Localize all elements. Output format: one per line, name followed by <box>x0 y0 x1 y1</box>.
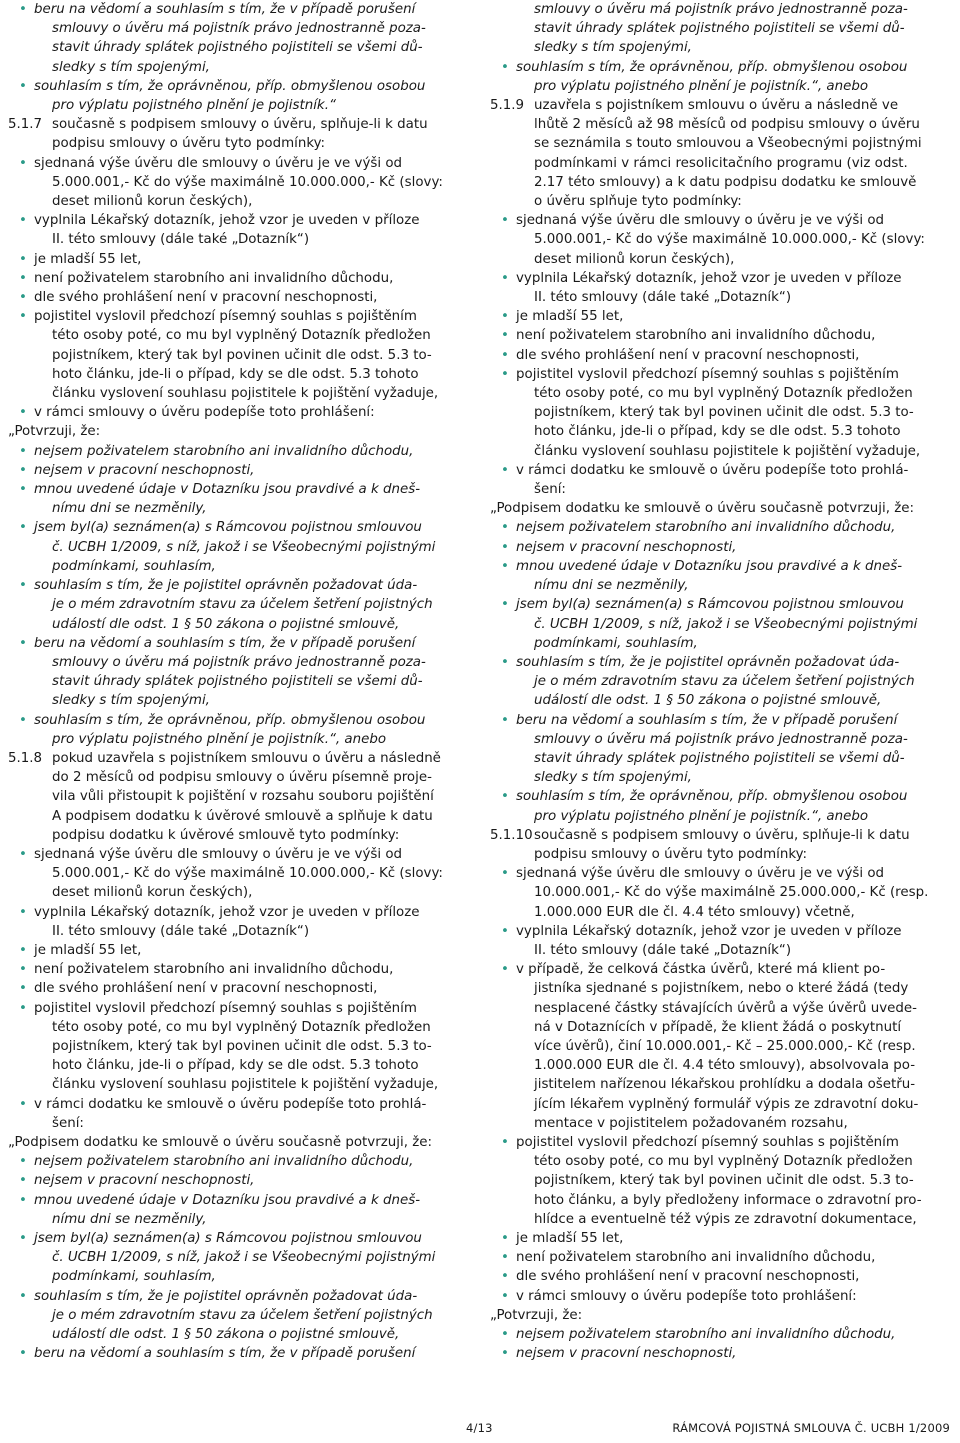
bullet-item <box>490 1229 950 1248</box>
line-text: vyplnila Lékařský dotazník, jehož vzor je uveden v příloze <box>34 213 420 229</box>
text-line <box>8 730 468 749</box>
line-text: 10.000.001,- Kč do výše maximálně 25.000.000,- Kč (resp. <box>534 885 929 901</box>
bullet-item <box>8 903 468 922</box>
bullet-item <box>490 1325 950 1344</box>
line-text: 5.000.001,- Kč do výše maximálně 10.000.000,- Kč (slovy: <box>534 232 925 248</box>
text-line <box>490 1191 950 1210</box>
line-text: v rámci smlouvy o úvěru podepíše toto prohlášení: <box>34 405 375 421</box>
line-text: článku vyslovení souhlasu pojistitele k pojištění vyžaduje, <box>52 386 439 402</box>
bullet-item <box>490 653 950 672</box>
line-text: sjednaná výše úvěru dle smlouvy o úvěru je ve výši od <box>516 213 885 229</box>
text-line <box>490 384 950 403</box>
line-text: stavit úhrady splátek pojistného pojistiteli se všemi dů- <box>534 750 905 766</box>
bullet-item <box>8 288 468 307</box>
bullet-item <box>490 58 950 77</box>
line-text: č. UCBH 1/2009, s níž, jakož i se Všeobecnými pojistnými <box>534 616 918 632</box>
bullet-item <box>8 77 468 96</box>
line-text: dle svého prohlášení není v pracovní neschopnosti, <box>516 347 860 363</box>
line-text: beru na vědomí a souhlasím s tím, že v případě porušení <box>516 712 898 728</box>
line-text: pojistníkem, který tak byl povinen učinit dle odst. 5.3 to- <box>534 1173 914 1189</box>
text-line <box>490 941 950 960</box>
text-line <box>490 845 950 864</box>
numbered-clause <box>490 826 950 845</box>
text-line <box>490 250 950 269</box>
line-text: pro výplatu pojistného plnění je pojistník.“, anebo <box>52 731 387 747</box>
line-text: jistitelem nařízenou lékařskou prohlídku a dodala ošetřu- <box>534 1077 916 1093</box>
line-text: II. této smlouvy (dále také „Dotazník“) <box>534 942 792 958</box>
line-text: jsem byl(a) seznámen(a) s Rámcovou pojistnou smlouvou <box>34 1231 422 1246</box>
line-text: č. UCBH 1/2009, s níž, jakož i se Všeobecnými pojistnými <box>52 1250 436 1266</box>
line-text: stavit úhrady splátek pojistného pojistiteli se všemi dů- <box>534 21 905 37</box>
line-text: hoto článku, a byly předloženy informace o zdravotní pro- <box>534 1192 922 1208</box>
bullet-item <box>8 461 468 480</box>
bullet-item <box>490 922 950 941</box>
declaration-heading <box>8 422 468 441</box>
text-line <box>8 807 468 826</box>
line-text: není poživatelem starobního ani invalidního důchodu, <box>34 962 394 978</box>
line-text: mentace v pojistitelem požadovaném rozsahu, <box>534 1115 848 1131</box>
text-line <box>490 576 950 595</box>
line-text: je o mém zdravotním stavu za účelem šetření pojistných <box>52 1307 433 1323</box>
bullet-item <box>490 518 950 537</box>
line-text: beru na vědomí a souhlasím s tím, že v případě porušení <box>34 2 416 17</box>
text-line <box>490 1095 950 1114</box>
line-text: nejsem v pracovní neschopnosti, <box>516 539 737 555</box>
line-text: souhlasím s tím, že je pojistitel oprávněn požadovat úda- <box>34 1288 418 1304</box>
line-text: je o mém zdravotním stavu za účelem šetření pojistných <box>534 674 915 690</box>
text-line <box>490 403 950 422</box>
text-line <box>490 422 950 441</box>
line-text: do 2 měsíců od podpisu smlouvy o úvěru písemně proje- <box>52 770 432 786</box>
numbered-clause <box>8 115 468 134</box>
text-line <box>8 864 468 883</box>
bullet-item <box>8 442 468 461</box>
bullet-item <box>8 845 468 864</box>
bullet-item <box>490 1287 950 1306</box>
text-line <box>8 1114 468 1133</box>
line-text: podmínkami, souhlasím, <box>52 558 216 574</box>
document-title: RÁMCOVÁ POJISTNÁ SMLOUVA Č. UCBH 1/2009 <box>672 1421 950 1435</box>
line-text: není poživatelem starobního ani invalidního důchodu, <box>516 1250 876 1266</box>
line-text: sjednaná výše úvěru dle smlouvy o úvěru je ve výši od <box>34 846 403 862</box>
line-text: není poživatelem starobního ani invalidního důchodu, <box>34 270 394 286</box>
line-text: nesplacené částky stávajících úvěrů a výše úvěrů uvede- <box>534 1000 917 1016</box>
line-text: sjednaná výše úvěru dle smlouvy o úvěru je ve výši od <box>516 866 885 882</box>
line-text: dle svého prohlášení není v pracovní neschopnosti, <box>516 1269 860 1285</box>
left-column <box>8 0 468 1363</box>
line-text: deset milionů korun českých), <box>52 885 253 901</box>
line-text: sledky s tím spojenými, <box>534 40 692 56</box>
bullet-item <box>8 480 468 499</box>
bullet-item <box>8 211 468 230</box>
line-text: v rámci dodatku ke smlouvě o úvěru podepíše toto prohlá- <box>516 462 909 478</box>
line-text: vila vůli přistoupit k pojištění v rozsahu souboru pojištění <box>52 789 434 805</box>
bullet-item <box>490 1267 950 1286</box>
text-line <box>8 384 468 403</box>
line-text: pro výplatu pojistného plnění je pojistník.“, anebo <box>534 78 869 94</box>
line-text: A podpisem dodatku k úvěrové smlouvě a splňuje k datu <box>52 808 433 824</box>
text-line <box>8 19 468 38</box>
bullet-item <box>8 518 468 537</box>
line-text: nejsem v pracovní neschopnosti, <box>34 1173 255 1189</box>
bullet-item <box>8 1229 468 1248</box>
text-line <box>8 134 468 153</box>
line-text: dle svého prohlášení není v pracovní neschopnosti, <box>34 981 378 997</box>
line-text: stavit úhrady splátek pojistného pojistiteli se všemi dů- <box>52 40 423 56</box>
text-line <box>490 230 950 249</box>
bullet-item <box>490 1344 950 1363</box>
page-number: 4/13 <box>466 1421 493 1435</box>
line-text: stavit úhrady splátek pojistného pojistiteli se všemi dů- <box>52 674 423 690</box>
text-line <box>490 749 950 768</box>
line-text: souhlasím s tím, že oprávněnou, příp. obmyšlenou osobou <box>516 789 908 805</box>
line-text: nejsem poživatelem starobního ani invalidního důchodu, <box>34 1154 414 1170</box>
bullet-item <box>8 634 468 653</box>
line-text: II. této smlouvy (dále také „Dotazník“) <box>52 232 310 248</box>
numbered-clause <box>490 96 950 115</box>
bullet-item <box>490 326 950 345</box>
bullet-item <box>8 1191 468 1210</box>
line-text: hoto článku, jde-li o případ, kdy se dle odst. 5.3 tohoto <box>534 424 901 440</box>
line-text: souhlasím s tím, že je pojistitel oprávněn požadovat úda- <box>34 578 418 594</box>
line-text: dle svého prohlášení není v pracovní neschopnosti, <box>34 290 378 306</box>
clause-number: 5.1.9 <box>490 98 525 114</box>
line-text: souhlasím s tím, že oprávněnou, příp. obmyšlenou osobou <box>516 59 908 75</box>
text-line <box>490 807 950 826</box>
bullet-item <box>490 269 950 288</box>
line-text: smlouvy o úvěru má pojistník právo jednostranně poza- <box>534 2 908 17</box>
line-text: lhůtě 2 měsíců až 98 měsíců od podpisu smlouvy o úvěru <box>534 117 920 133</box>
bullet-item <box>8 403 468 422</box>
text-line <box>490 77 950 96</box>
text-line <box>490 903 950 922</box>
bullet-item <box>8 941 468 960</box>
line-text: 5.000.001,- Kč do výše maximálně 10.000.000,- Kč (slovy: <box>52 866 443 882</box>
text-line <box>8 326 468 345</box>
bullet-item <box>8 1171 468 1190</box>
bullet-item <box>490 557 950 576</box>
text-line <box>8 1325 468 1344</box>
clause-number: 5.1.7 <box>8 117 43 133</box>
line-text: beru na vědomí a souhlasím s tím, že v případě porušení <box>34 635 416 651</box>
line-text: vyplnila Lékařský dotazník, jehož vzor je uveden v příloze <box>516 270 902 286</box>
text-line <box>8 365 468 384</box>
bullet-item <box>8 1287 468 1306</box>
text-line <box>490 1018 950 1037</box>
line-text: souhlasím s tím, že oprávněnou, příp. obmyšlenou osobou <box>34 712 426 728</box>
line-text: jsem byl(a) seznámen(a) s Rámcovou pojistnou smlouvou <box>34 520 422 536</box>
text-line <box>8 192 468 211</box>
text-line <box>490 0 950 19</box>
bullet-item <box>490 864 950 883</box>
text-line <box>8 691 468 710</box>
text-line <box>490 288 950 307</box>
bullet-item <box>8 307 468 326</box>
text-line <box>490 115 950 134</box>
line-text: této osoby poté, co mu byl vyplněný Dotazník předložen <box>52 1019 431 1035</box>
text-line <box>8 883 468 902</box>
bullet-item <box>490 211 950 230</box>
numbered-clause <box>8 749 468 768</box>
text-line <box>490 1210 950 1229</box>
line-text: jícím lékařem vyplněný formulář výpis ze zdravotní doku- <box>534 1096 919 1112</box>
line-text: „Potvrzuji, že: <box>8 424 101 440</box>
bullet-item <box>8 999 468 1018</box>
line-text: ná v Dotaznících v případě, že klient žádá o poskytnutí <box>534 1019 902 1035</box>
line-text: podpisu smlouvy o úvěru tyto podmínky: <box>534 846 808 862</box>
line-text: událostí dle odst. 1 § 50 zákona o pojistné smlouvě, <box>534 693 882 709</box>
text-line <box>8 230 468 249</box>
bullet-item <box>8 154 468 173</box>
line-text: hoto článku, jde-li o případ, kdy se dle odst. 5.3 tohoto <box>52 1058 419 1074</box>
line-text: nejsem v pracovní neschopnosti, <box>34 462 255 478</box>
bullet-item <box>490 787 950 806</box>
line-text: deset milionů korun českých), <box>534 251 735 267</box>
right-column <box>490 0 950 1363</box>
bullet-item <box>8 0 468 19</box>
line-text: smlouvy o úvěru má pojistník právo jednostranně poza- <box>52 21 426 37</box>
text-line <box>8 787 468 806</box>
bullet-item <box>490 307 950 326</box>
line-text: nejsem poživatelem starobního ani invalidního důchodu, <box>516 1327 896 1343</box>
line-text: pojistitel vyslovil předchozí písemný souhlas s pojištěním <box>34 1000 417 1016</box>
line-text: je mladší 55 let, <box>34 251 142 267</box>
line-text: nímu dni se nezměnily, <box>52 1211 207 1227</box>
text-line <box>8 1056 468 1075</box>
line-text: hlídce a eventuelně též výpis ze zdravotní dokumentace, <box>534 1211 917 1227</box>
clause-number: 5.1.10 <box>490 827 533 843</box>
text-line <box>8 96 468 115</box>
text-line <box>8 1018 468 1037</box>
text-line <box>8 653 468 672</box>
line-text: pojistníkem, který tak byl povinen učinit dle odst. 5.3 to- <box>52 1038 432 1054</box>
line-text: nejsem poživatelem starobního ani invalidního důchodu, <box>516 520 896 536</box>
text-line <box>490 672 950 691</box>
text-line <box>490 173 950 192</box>
line-text: je mladší 55 let, <box>516 1231 624 1246</box>
text-line <box>8 1306 468 1325</box>
line-text: 5.000.001,- Kč do výše maximálně 10.000.000,- Kč (slovy: <box>52 174 443 190</box>
text-line <box>8 768 468 787</box>
line-text: je o mém zdravotním stavu za účelem šetření pojistných <box>52 597 433 613</box>
line-text: pojistitel vyslovil předchozí písemný souhlas s pojištěním <box>34 309 417 325</box>
line-text: o úvěru splňuje tyto podmínky: <box>534 194 742 210</box>
line-text: č. UCBH 1/2009, s níž, jakož i se Všeobecnými pojistnými <box>52 539 436 555</box>
text-line <box>490 1114 950 1133</box>
bullet-item <box>490 461 950 480</box>
line-text: v případě, že celková částka úvěrů, které má klient po- <box>516 962 886 978</box>
line-text: sjednaná výše úvěru dle smlouvy o úvěru je ve výši od <box>34 155 403 171</box>
text-line <box>8 1210 468 1229</box>
line-text: sledky s tím spojenými, <box>52 59 210 75</box>
line-text: 1.000.000 EUR dle čl. 4.4 této smlouvy), absolvovala po- <box>534 1058 916 1074</box>
line-text: podmínkami, souhlasím, <box>534 635 698 651</box>
line-text: současně s podpisem smlouvy o úvěru, splňuje-li k datu <box>534 827 910 843</box>
line-text: více úvěrů), činí 10.000.001,- Kč – 25.000.000,- Kč (resp. <box>534 1038 916 1054</box>
line-text: je mladší 55 let, <box>516 309 624 325</box>
line-text: podmínkami, souhlasím, <box>52 1269 216 1285</box>
bullet-item <box>8 960 468 979</box>
text-line <box>8 1037 468 1056</box>
bullet-item <box>8 250 468 269</box>
bullet-item <box>490 538 950 557</box>
text-line <box>8 595 468 614</box>
line-text: II. této smlouvy (dále také „Dotazník“) <box>534 290 792 306</box>
line-text: souhlasím s tím, že je pojistitel oprávněn požadovat úda- <box>516 654 900 670</box>
line-text: pojistníkem, který tak byl povinen učinit dle odst. 5.3 to- <box>534 405 914 421</box>
line-text: jistníka sjednané s pojistníkem, nebo o které žádá (tedy <box>534 981 909 997</box>
line-text: pojistitel vyslovil předchozí písemný souhlas s pojištěním <box>516 1134 899 1150</box>
line-text: deset milionů korun českých), <box>52 194 253 210</box>
line-text: beru na vědomí a souhlasím s tím, že v případě porušení <box>34 1346 416 1362</box>
text-line <box>8 922 468 941</box>
line-text: je mladší 55 let, <box>34 942 142 958</box>
clause-number: 5.1.8 <box>8 750 43 766</box>
line-text: mnou uvedené údaje v Dotazníku jsou pravdivé a k dneš- <box>34 1192 421 1208</box>
text-line <box>490 1056 950 1075</box>
text-line <box>490 999 950 1018</box>
line-text: událostí dle odst. 1 § 50 zákona o pojistné smlouvě, <box>52 616 400 632</box>
bullet-item <box>490 346 950 365</box>
text-line <box>8 826 468 845</box>
text-line <box>490 134 950 153</box>
text-line <box>8 672 468 691</box>
line-text: hoto článku, jde-li o případ, kdy se dle odst. 5.3 tohoto <box>52 366 419 382</box>
text-line <box>8 557 468 576</box>
line-text: článku vyslovení souhlasu pojistitele k pojištění vyžaduje, <box>534 443 921 459</box>
text-line <box>490 19 950 38</box>
bullet-item <box>8 269 468 288</box>
text-line <box>8 499 468 518</box>
line-text: této osoby poté, co mu byl vyplněný Dotazník předložen <box>534 1154 913 1170</box>
line-text: podmínkami v rámci resolicitačního programu (viz odst. <box>534 155 908 171</box>
line-text: smlouvy o úvěru má pojistník právo jednostranně poza- <box>534 731 908 747</box>
line-text: 1.000.000 EUR dle čl. 4.4 této smlouvy) včetně, <box>534 904 855 920</box>
line-text: „Potvrzuji, že: <box>490 1307 583 1323</box>
line-text: 2.17 této smlouvy) a k datu podpisu dodatku ke smlouvě <box>534 174 917 190</box>
line-text: jsem byl(a) seznámen(a) s Rámcovou pojistnou smlouvou <box>516 597 904 613</box>
line-text: smlouvy o úvěru má pojistník právo jednostranně poza- <box>52 654 426 670</box>
line-text: šení: <box>52 1115 84 1131</box>
text-line <box>8 58 468 77</box>
bullet-item <box>8 1344 468 1363</box>
line-text: se seznámila s touto smlouvou a Všeobecnými pojistnými <box>534 136 922 152</box>
line-text: nímu dni se nezměnily, <box>534 578 689 594</box>
line-text: sledky s tím spojenými, <box>534 770 692 786</box>
line-text: vyplnila Lékařský dotazník, jehož vzor je uveden v příloze <box>34 904 420 920</box>
text-line <box>8 615 468 634</box>
line-text: šení: <box>534 482 566 498</box>
text-line <box>490 154 950 173</box>
text-line <box>8 1267 468 1286</box>
line-text: sledky s tím spojenými, <box>52 693 210 709</box>
text-line <box>490 1075 950 1094</box>
bullet-item <box>8 711 468 730</box>
line-text: pojistitel vyslovil předchozí písemný souhlas s pojištěním <box>516 366 899 382</box>
line-text: „Podpisem dodatku ke smlouvě o úvěru současně potvrzuji, že: <box>8 1134 432 1150</box>
line-text: souhlasím s tím, že oprávněnou, příp. obmyšlenou osobou <box>34 78 426 94</box>
line-text: podpisu smlouvy o úvěru tyto podmínky: <box>52 136 326 152</box>
text-line <box>490 979 950 998</box>
line-text: článku vyslovení souhlasu pojistitele k pojištění vyžaduje, <box>52 1077 439 1093</box>
bullet-item <box>8 979 468 998</box>
line-text: této osoby poté, co mu byl vyplněný Dotazník předložen <box>534 386 913 402</box>
bullet-item <box>490 365 950 384</box>
text-line <box>490 1171 950 1190</box>
line-text: pojistníkem, který tak byl povinen učinit dle odst. 5.3 to- <box>52 347 432 363</box>
line-text: nejsem poživatelem starobního ani invalidního důchodu, <box>34 443 414 459</box>
bullet-item <box>8 1152 468 1171</box>
declaration-heading <box>8 1133 468 1152</box>
line-text: vyplnila Lékařský dotazník, jehož vzor je uveden v příloze <box>516 923 902 939</box>
line-text: II. této smlouvy (dále také „Dotazník“) <box>52 923 310 939</box>
line-text: mnou uvedené údaje v Dotazníku jsou pravdivé a k dneš- <box>34 482 421 498</box>
text-line <box>8 1075 468 1094</box>
text-line <box>8 173 468 192</box>
text-line <box>8 538 468 557</box>
declaration-heading <box>490 1306 950 1325</box>
line-text: „Podpisem dodatku ke smlouvě o úvěru současně potvrzuji, že: <box>490 501 914 517</box>
text-line <box>490 615 950 634</box>
text-line <box>490 883 950 902</box>
text-line <box>490 442 950 461</box>
text-line <box>490 1037 950 1056</box>
text-line <box>8 346 468 365</box>
text-line <box>490 480 950 499</box>
line-text: událostí dle odst. 1 § 50 zákona o pojistné smlouvě, <box>52 1327 400 1343</box>
line-text: v rámci dodatku ke smlouvě o úvěru podepíše toto prohlá- <box>34 1096 427 1112</box>
bullet-item <box>8 576 468 595</box>
line-text: v rámci smlouvy o úvěru podepíše toto prohlášení: <box>516 1288 857 1304</box>
text-line <box>490 634 950 653</box>
line-text: nímu dni se nezměnily, <box>52 501 207 517</box>
line-text: této osoby poté, co mu byl vyplněný Dotazník předložen <box>52 328 431 344</box>
line-text: mnou uvedené údaje v Dotazníku jsou pravdivé a k dneš- <box>516 558 903 574</box>
text-line <box>8 38 468 57</box>
bullet-item <box>490 595 950 614</box>
bullet-item <box>490 711 950 730</box>
text-line <box>490 1152 950 1171</box>
text-line <box>490 192 950 211</box>
line-text: pokud uzavřela s pojistníkem smlouvu o úvěru a následně <box>52 750 441 766</box>
bullet-item <box>8 1095 468 1114</box>
line-text: uzavřela s pojistníkem smlouvu o úvěru a následně ve <box>534 98 899 114</box>
text-line <box>490 768 950 787</box>
line-text: pro výplatu pojistného plnění je pojistník.“, anebo <box>534 808 869 824</box>
line-text: pro výplatu pojistného plnění je pojistník.“ <box>52 98 336 114</box>
line-text: současně s podpisem smlouvy o úvěru, splňuje-li k datu <box>52 117 428 133</box>
text-line <box>490 691 950 710</box>
bullet-item <box>490 1133 950 1152</box>
line-text: není poživatelem starobního ani invalidního důchodu, <box>516 328 876 344</box>
line-text: podpisu dodatku k úvěrové smlouvě tyto podmínky: <box>52 827 400 843</box>
bullet-item <box>490 960 950 979</box>
text-line <box>8 1248 468 1267</box>
line-text: nejsem v pracovní neschopnosti, <box>516 1346 737 1362</box>
declaration-heading <box>490 499 950 518</box>
bullet-item <box>490 1248 950 1267</box>
text-line <box>490 730 950 749</box>
text-line <box>490 38 950 57</box>
